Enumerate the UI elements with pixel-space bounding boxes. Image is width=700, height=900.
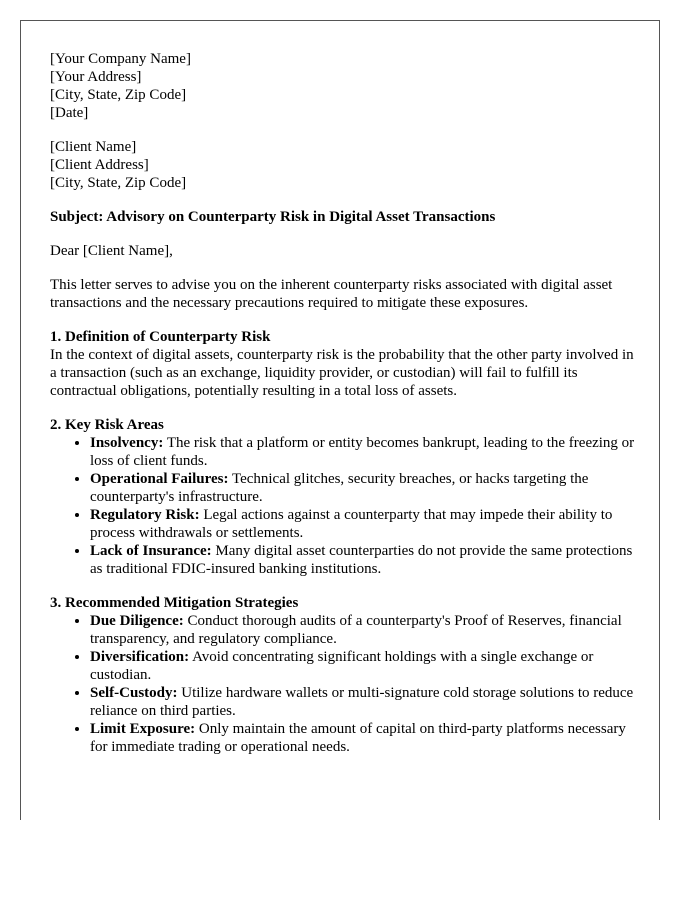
list-item-term: Diversification: bbox=[90, 649, 190, 665]
letter-date: [Date] bbox=[50, 105, 89, 121]
mitigation-list bbox=[50, 612, 640, 756]
section-definition-body: In the context of digital assets, counterparty risk is the probability that the other party involved in a transaction (such as an exchange, liquidity provider, or custodian) will fail to fulfill its contractual obligations, potentially resulting in a total loss of assets. bbox=[50, 347, 634, 399]
list-item bbox=[90, 612, 640, 648]
section-risk-areas-title: 2. Key Risk Areas bbox=[50, 417, 164, 433]
letter-page bbox=[20, 20, 660, 820]
sender-address: [Your Address] bbox=[50, 69, 142, 85]
list-item-text: Avoid concentrating significant holdings with a single exchange or custodian. bbox=[90, 649, 594, 683]
list-item-text: Utilize hardware wallets or multi-signature cold storage solutions to reduce reliance on third parties. bbox=[90, 685, 634, 719]
list-item bbox=[90, 506, 640, 542]
list-item-term: Insolvency: bbox=[90, 435, 164, 451]
list-item-text: Only maintain the amount of capital on third-party platforms necessary for immediate trading or operational needs. bbox=[90, 721, 626, 755]
list-item-term: Lack of Insurance: bbox=[90, 543, 212, 559]
salutation: Dear [Client Name], bbox=[50, 243, 173, 259]
list-item-term: Limit Exposure: bbox=[90, 721, 196, 737]
section-risk-areas bbox=[50, 416, 640, 578]
list-item-term: Due Diligence: bbox=[90, 613, 184, 629]
section-definition bbox=[50, 328, 640, 400]
recipient-name: [Client Name] bbox=[50, 139, 137, 155]
list-item-text: The risk that a platform or entity becomes bankrupt, leading to the freezing or loss of client funds. bbox=[90, 435, 635, 469]
recipient-city-state-zip: [City, State, Zip Code] bbox=[50, 175, 187, 191]
letter-content bbox=[50, 50, 640, 756]
sender-city-state-zip: [City, State, Zip Code] bbox=[50, 87, 187, 103]
list-item bbox=[90, 720, 640, 756]
section-mitigation-title: 3. Recommended Mitigation Strategies bbox=[50, 595, 299, 611]
subject-line: Subject: Advisory on Counterparty Risk in Digital Asset Transactions bbox=[50, 209, 496, 225]
list-item-text: Conduct thorough audits of a counterparty's Proof of Reserves, financial transparency, and regulatory compliance. bbox=[90, 613, 622, 647]
list-item bbox=[90, 684, 640, 720]
list-item-term: Regulatory Risk: bbox=[90, 507, 200, 523]
risk-areas-list bbox=[50, 434, 640, 578]
list-item-term: Self-Custody: bbox=[90, 685, 178, 701]
recipient-address: [Client Address] bbox=[50, 157, 149, 173]
list-item bbox=[90, 434, 640, 470]
list-item bbox=[90, 470, 640, 506]
intro-paragraph: This letter serves to advise you on the inherent counterparty risks associated with digital asset transactions and the necessary precautions required to mitigate these exposures. bbox=[50, 277, 613, 311]
list-item bbox=[90, 542, 640, 578]
section-mitigation bbox=[50, 594, 640, 756]
list-item-term: Operational Failures: bbox=[90, 471, 229, 487]
list-item bbox=[90, 648, 640, 684]
sender-block bbox=[50, 50, 640, 122]
recipient-block bbox=[50, 138, 640, 192]
list-item-text: Technical glitches, security breaches, or hacks targeting the counterparty's infrastructure. bbox=[90, 471, 589, 505]
sender-company: [Your Company Name] bbox=[50, 51, 191, 67]
list-item-text: Legal actions against a counterparty that may impede their ability to process withdrawals or settlements. bbox=[90, 507, 613, 541]
section-definition-title: 1. Definition of Counterparty Risk bbox=[50, 329, 271, 345]
list-item-text: Many digital asset counterparties do not provide the same protections as traditional FDIC-insured banking institutions. bbox=[90, 543, 633, 577]
